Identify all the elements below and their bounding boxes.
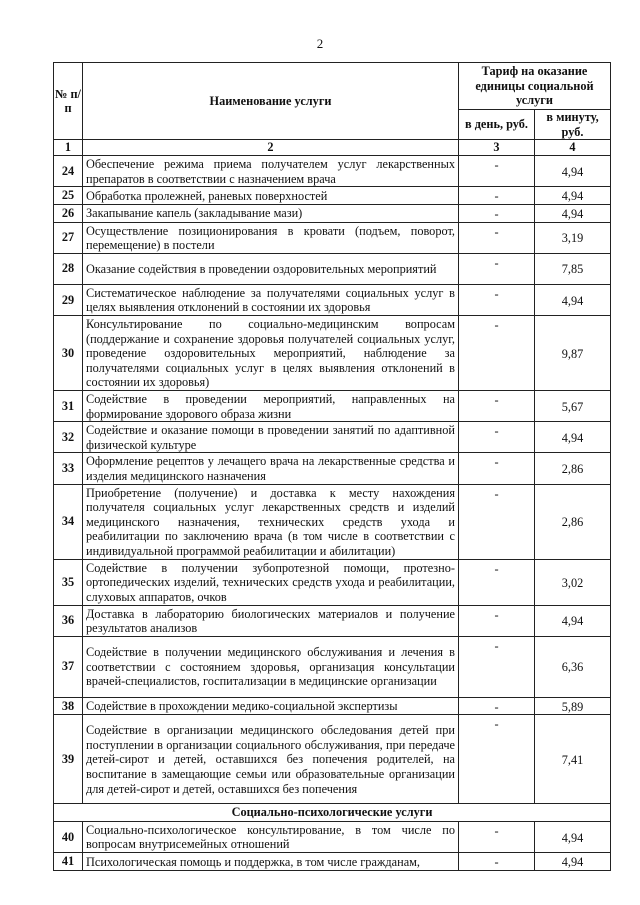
page-number: 2 (316, 36, 324, 51)
tariff-minute: 4,94 (535, 853, 611, 871)
tariff-day: - (459, 204, 535, 222)
table-row (54, 390, 611, 421)
row-number: 35 (54, 559, 83, 605)
tariff-minute: 5,89 (535, 697, 611, 715)
service-name: Обработка пролежней, раневых поверхностей (83, 187, 459, 205)
service-name: Оказание содействия в проведении оздоровительных мероприятий (83, 253, 459, 284)
table-row (54, 636, 611, 697)
tariff-minute: 4,94 (535, 821, 611, 852)
tariff-day: - (459, 222, 535, 253)
service-name: Содействие в получении зубопротезной помощи, протезно-ортопедических изделий, технических средств ухода и реабилитации, слуховых аппаратов, очков (83, 559, 459, 605)
tariff-minute: 4,94 (535, 187, 611, 205)
tariff-day: - (459, 636, 535, 697)
row-number: 36 (54, 605, 83, 636)
tariff-day: - (459, 253, 535, 284)
row-number: 34 (54, 484, 83, 559)
service-name: Закапывание капель (закладывание мази) (83, 204, 459, 222)
header-minute: в минуту, руб. (535, 110, 611, 140)
tariff-minute: 6,36 (535, 636, 611, 697)
table-row (54, 453, 611, 484)
row-number: 28 (54, 253, 83, 284)
service-name: Консультирование по социально-медицинским вопросам (поддержание и сохранение здоровья получателей социальных услуг, проведение оздоровительных мероприятий, наблюдение за получателями социальных услуг в целях выявления отклонений в состоянии их здоровья) (83, 315, 459, 390)
table-row (54, 204, 611, 222)
index-cell: 2 (83, 140, 459, 156)
row-number: 41 (54, 853, 83, 871)
tariff-day: - (459, 605, 535, 636)
header-day: в день, руб. (459, 110, 535, 140)
row-number: 27 (54, 222, 83, 253)
tariff-day: - (459, 453, 535, 484)
tariff-day: - (459, 422, 535, 453)
service-name: Систематическое наблюдение за получателями социальных услуг в целях выявления отклонений в состоянии их здоровья (83, 284, 459, 315)
tariff-day: - (459, 284, 535, 315)
row-number: 37 (54, 636, 83, 697)
tariff-day: - (459, 315, 535, 390)
table-row (54, 156, 611, 187)
tariff-minute: 4,94 (535, 284, 611, 315)
table-row (54, 559, 611, 605)
tariff-minute: 4,94 (535, 204, 611, 222)
service-name: Доставка в лабораторию биологических материалов и получение результатов анализов (83, 605, 459, 636)
tariff-day: - (459, 156, 535, 187)
service-name: Содействие в получении медицинского обслуживания и лечения в соответствии с состоянием здоровья, организация консультации врачей-специалистов, госпитализации в медицинские организации (83, 636, 459, 697)
row-number: 40 (54, 821, 83, 852)
tariff-day: - (459, 697, 535, 715)
row-number: 31 (54, 390, 83, 421)
index-cell: 1 (54, 140, 83, 156)
tariff-day: - (459, 390, 535, 421)
tariff-minute: 3,19 (535, 222, 611, 253)
table-row (54, 187, 611, 205)
row-number: 32 (54, 422, 83, 453)
index-cell: 3 (459, 140, 535, 156)
service-name: Осуществление позиционирования в кровати (подъем, поворот, перемещение) в постели (83, 222, 459, 253)
row-number: 33 (54, 453, 83, 484)
tariff-minute: 2,86 (535, 453, 611, 484)
table-row (54, 605, 611, 636)
row-number: 38 (54, 697, 83, 715)
table-row (54, 222, 611, 253)
table-row (54, 484, 611, 559)
service-name: Оформление рецептов у лечащего врача на лекарственные средства и изделия медицинского назначения (83, 453, 459, 484)
header-no: № п/п (54, 63, 83, 140)
table-row (54, 284, 611, 315)
tariff-minute: 9,87 (535, 315, 611, 390)
row-number: 30 (54, 315, 83, 390)
tariff-day: - (459, 715, 535, 804)
tariff-day: - (459, 484, 535, 559)
table-row (54, 422, 611, 453)
row-number: 29 (54, 284, 83, 315)
tariff-day: - (459, 187, 535, 205)
row-number: 26 (54, 204, 83, 222)
section-title: Социально-психологические услуги (54, 804, 611, 822)
service-name: Содействие в организации медицинского обследования детей при поступлении в организации социального обслуживания, при передаче детей-сирот и детей, оставшихся без попечения родителей, на воспитание в замещающие семьи или образовательные организации для детей-сирот и детей, оставшихся без попечения (83, 715, 459, 804)
table-row (54, 853, 611, 871)
tariff-minute: 7,41 (535, 715, 611, 804)
tariff-minute: 4,94 (535, 156, 611, 187)
row-number: 25 (54, 187, 83, 205)
tariff-day: - (459, 821, 535, 852)
row-number: 39 (54, 715, 83, 804)
table-row (54, 821, 611, 852)
service-name: Обеспечение режима приема получателем услуг лекарственных препаратов в соответствии с назначением врача (83, 156, 459, 187)
tariff-day: - (459, 853, 535, 871)
tariff-minute: 2,86 (535, 484, 611, 559)
service-name: Содействие в прохождении медико-социальной экспертизы (83, 697, 459, 715)
tariff-minute: 3,02 (535, 559, 611, 605)
tariff-day: - (459, 559, 535, 605)
index-cell: 4 (535, 140, 611, 156)
header-name: Наименование услуги (83, 63, 459, 140)
tariff-minute: 7,85 (535, 253, 611, 284)
tariff-table (53, 62, 611, 871)
service-name: Приобретение (получение) и доставка к месту нахождения получателя социальных услуг лекарственных средств и изделий медицинского назначения, технических средств ухода и реабилитации по заключению врача (в том числе в соответствии с индивидуальной программой реабилитации и абилитации) (83, 484, 459, 559)
table-row (54, 715, 611, 804)
service-name: Психологическая помощь и поддержка, в том числе гражданам, (83, 853, 459, 871)
service-name: Содействие и оказание помощи в проведении занятий по адаптивной физической культуре (83, 422, 459, 453)
table-row (54, 697, 611, 715)
service-name: Социально-психологическое консультирование, в том числе по вопросам внутрисемейных отношений (83, 821, 459, 852)
tariff-minute: 4,94 (535, 422, 611, 453)
tariff-minute: 5,67 (535, 390, 611, 421)
table-row (54, 253, 611, 284)
tariff-minute: 4,94 (535, 605, 611, 636)
service-name: Содействие в проведении мероприятий, направленных на формирование здорового образа жизни (83, 390, 459, 421)
header-tariff: Тариф на оказание единицы социальной услуги (459, 63, 611, 110)
table-row (54, 315, 611, 390)
row-number: 24 (54, 156, 83, 187)
